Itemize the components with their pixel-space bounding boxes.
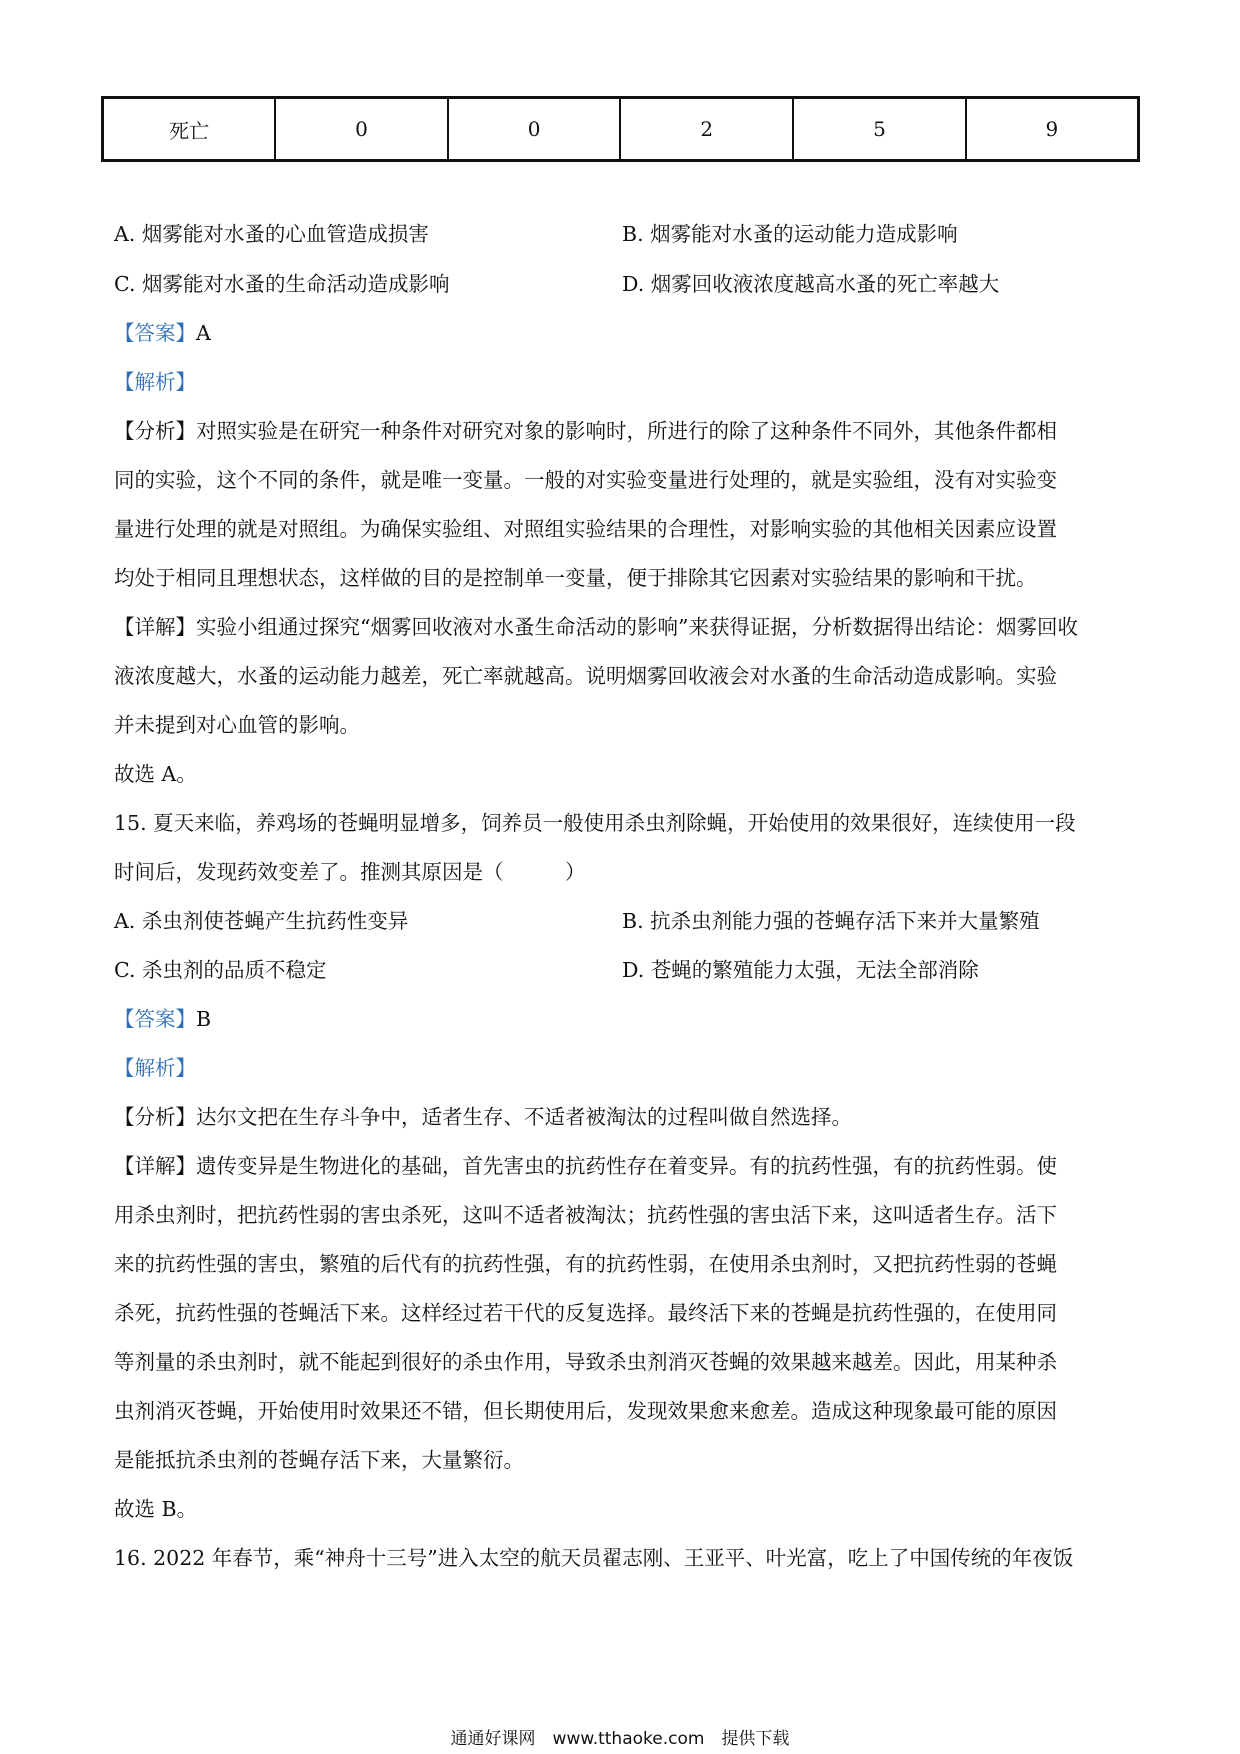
q15-conclusion: 故选 B。 bbox=[114, 1497, 198, 1521]
q14-option-a: A. 烟雾能对水蚤的心血管造成损害 bbox=[114, 222, 429, 246]
table-cell: 9 bbox=[966, 98, 1139, 161]
q15-stem-line-1: 15. 夏天来临，养鸡场的苍蝇明显增多，饲养员一般使用杀虫剂除蝇，开始使用的效果很好，连续使用一段 bbox=[114, 811, 1076, 835]
table-cell: 0 bbox=[448, 98, 621, 161]
q14-xiangjie-line-1 bbox=[114, 613, 1078, 641]
page-footer: 通通好课网 www.tthaoke.com 提供下载 bbox=[450, 1729, 790, 1749]
q14-fenxi-line-4: 均处于相同且理想状态，这样做的目的是控制单一变量，便于排除其它因素对实验结果的影响和干扰。 bbox=[114, 566, 1037, 590]
answer-value: A bbox=[196, 321, 211, 345]
table-cell: 死亡 bbox=[103, 98, 276, 161]
q15-xiangjie-line-6: 虫剂消灭苍蝇，开始使用时效果还不错，但长期使用后，发现效果愈来愈差。造成这种现象最可能的原因 bbox=[114, 1399, 1057, 1423]
fenxi-text: 对照实验是在研究一种条件对研究对象的影响时，所进行的除了这种条件不同外，其他条件都相 bbox=[196, 419, 1057, 443]
q14-xiangjie-line-3: 并未提到对心血管的影响。 bbox=[114, 713, 360, 737]
q14-answer bbox=[114, 319, 211, 347]
q14-xiangjie-line-2: 液浓度越大，水蚤的运动能力越差，死亡率就越高。说明烟雾回收液会对水蚤的生命活动造成影响。实验 bbox=[114, 664, 1057, 688]
q15-analysis-heading bbox=[114, 1054, 196, 1082]
table-cell: 0 bbox=[275, 98, 448, 161]
q14-fenxi-line-1 bbox=[114, 417, 1057, 445]
q14-conclusion: 故选 A。 bbox=[114, 762, 197, 786]
table-cell: 5 bbox=[793, 98, 966, 161]
fenxi-tag: 【分析】 bbox=[114, 419, 196, 443]
fenxi-text: 达尔文把在生存斗争中，适者生存、不适者被淘汰的过程叫做自然选择。 bbox=[196, 1105, 852, 1129]
q15-option-d: D. 苍蝇的繁殖能力太强，无法全部消除 bbox=[622, 958, 979, 982]
xiangjie-text: 遗传变异是生物进化的基础，首先害虫的抗药性存在着变异。有的抗药性强，有的抗药性弱。使 bbox=[196, 1154, 1057, 1178]
table-row-death bbox=[103, 98, 1139, 161]
analysis-tag: 【解析】 bbox=[114, 370, 196, 394]
q14-fenxi-line-3: 量进行处理的就是对照组。为确保实验组、对照组实验结果的合理性，对影响实验的其他相关因素应设置 bbox=[114, 517, 1057, 541]
q15-option-a: A. 杀虫剂使苍蝇产生抗药性变异 bbox=[114, 909, 409, 933]
q15-fenxi bbox=[114, 1103, 852, 1131]
analysis-tag: 【解析】 bbox=[114, 1056, 196, 1080]
q14-option-d: D. 烟雾回收液浓度越高水蚤的死亡率越大 bbox=[622, 272, 1000, 296]
q14-fenxi-line-2: 同的实验，这个不同的条件，就是唯一变量。一般的对实验变量进行处理的，就是实验组，没有对实验变 bbox=[114, 468, 1057, 492]
fenxi-tag: 【分析】 bbox=[114, 1105, 196, 1129]
q15-xiangjie-line-3: 来的抗药性强的害虫，繁殖的后代有的抗药性强，有的抗药性弱，在使用杀虫剂时，又把抗药性弱的苍蝇 bbox=[114, 1252, 1057, 1276]
q15-option-b: B. 抗杀虫剂能力强的苍蝇存活下来并大量繁殖 bbox=[622, 909, 1040, 933]
answer-value: B bbox=[196, 1007, 212, 1031]
xiangjie-text: 实验小组通过探究“烟雾回收液对水蚤生命活动的影响”来获得证据，分析数据得出结论：烟雾回收 bbox=[196, 615, 1078, 639]
q15-xiangjie-line-5: 等剂量的杀虫剂时，就不能起到很好的杀虫作用，导致杀虫剂消灭苍蝇的效果越来越差。因此，用某种杀 bbox=[114, 1350, 1057, 1374]
data-table bbox=[101, 96, 1140, 162]
q15-option-c: C. 杀虫剂的品质不稳定 bbox=[114, 958, 327, 982]
q15-answer bbox=[114, 1005, 211, 1033]
q15-xiangjie-line-2: 用杀虫剂时，把抗药性弱的害虫杀死，这叫不适者被淘汰；抗药性强的害虫活下来，这叫适者生存。活下 bbox=[114, 1203, 1057, 1227]
q15-stem-line-2: 时间后，发现药效变差了。推测其原因是（ ） bbox=[114, 860, 586, 884]
xiangjie-tag: 【详解】 bbox=[114, 1154, 196, 1178]
answer-tag: 【答案】 bbox=[114, 321, 196, 345]
answer-tag: 【答案】 bbox=[114, 1007, 196, 1031]
q15-xiangjie-line-4: 杀死，抗药性强的苍蝇活下来。这样经过若干代的反复选择。最终活下来的苍蝇是抗药性强的，在使用同 bbox=[114, 1301, 1057, 1325]
q14-option-b: B. 烟雾能对水蚤的运动能力造成影响 bbox=[622, 222, 958, 246]
q14-option-c: C. 烟雾能对水蚤的生命活动造成影响 bbox=[114, 272, 450, 296]
q15-xiangjie-line-1 bbox=[114, 1152, 1057, 1180]
q15-xiangjie-line-7: 是能抵抗杀虫剂的苍蝇存活下来，大量繁衍。 bbox=[114, 1448, 524, 1472]
q14-analysis-heading bbox=[114, 368, 196, 396]
xiangjie-tag: 【详解】 bbox=[114, 615, 196, 639]
q16-stem-line-1: 16. 2022 年春节，乘“神舟十三号”进入太空的航天员翟志刚、王亚平、叶光富，吃上了中国传统的年夜饭 bbox=[114, 1546, 1074, 1570]
table-cell: 2 bbox=[620, 98, 793, 161]
